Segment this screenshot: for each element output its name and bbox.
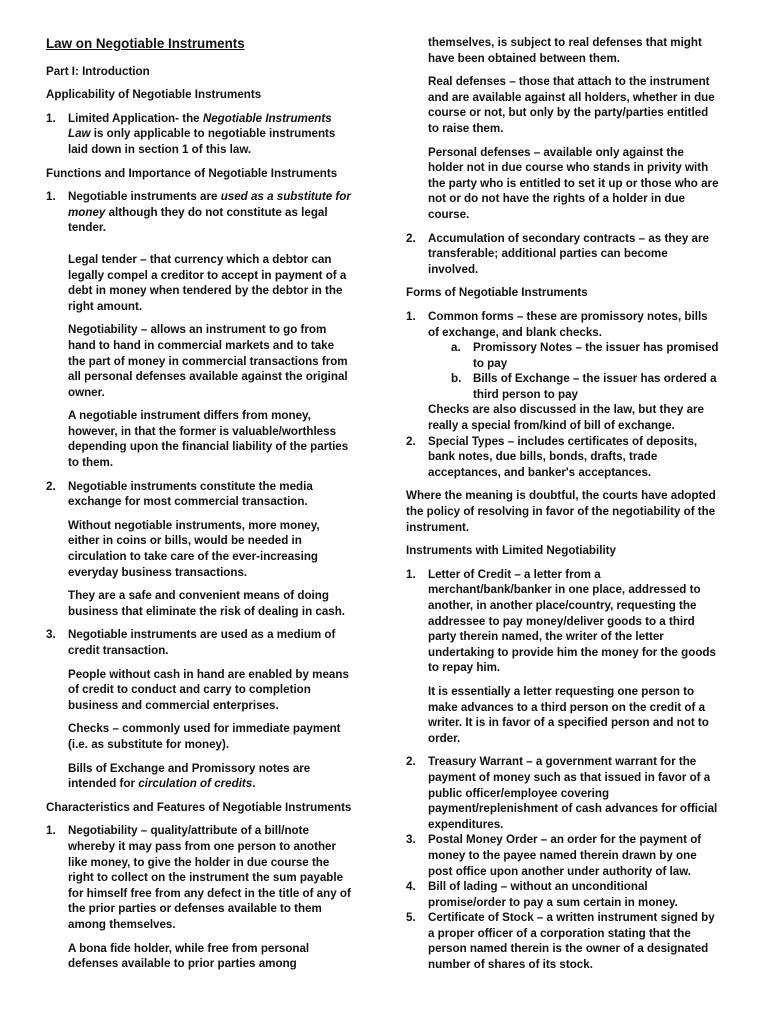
subitem-label: Promissory Notes: [473, 341, 573, 355]
functions-item-2: [46, 479, 352, 510]
functions-item-3: [46, 627, 352, 658]
item-number: 1.: [406, 567, 416, 581]
document-title: Law on Negotiable Instruments: [46, 36, 245, 51]
subitem-label: Bills of Exchange: [473, 372, 570, 386]
item-text: is only applicable to negotiable instruments laid down in section 1 of this law.: [68, 127, 336, 156]
personal-defenses-label: Personal defenses: [428, 145, 531, 159]
forms-item-2: [406, 434, 720, 481]
item-number: 1.: [46, 824, 56, 838]
item-label: Postal Money Order: [428, 833, 538, 847]
limited-item-2: [406, 754, 720, 832]
item-text: – an order for the payment of money to the payee named therein drawn by one post office upon another under authority of law.: [428, 833, 702, 878]
limited-item-3: [406, 832, 720, 879]
subitem-letter: b.: [451, 372, 462, 386]
section-heading-forms: Forms of Negotiable Instruments: [406, 286, 588, 300]
continued-paragraph: themselves, is subject to real defenses that might have been obtained between them.: [428, 36, 702, 65]
item-text: – a letter from a merchant/bank/banker in one place, addressed to another, in another place/country, requesting the addressee to pay money/deliver goods to a third party therein named, the writer of the letter undertaking to provide him the money for the goods to repay him.: [428, 567, 716, 675]
item-italic: Negotiable Instruments Law: [68, 111, 332, 141]
section-heading-applicability: Applicability of Negotiable Instruments: [46, 88, 262, 102]
item-label: Bill of lading: [428, 880, 498, 894]
bills-text: Bills of Exchange and Promissory notes are intended for: [68, 761, 311, 791]
bills-paragraph: [46, 761, 352, 792]
item-number: 2.: [406, 231, 416, 245]
checks-paragraph: Checks – commonly used for immediate payment (i.e. as substitute for money).: [68, 722, 341, 751]
right-column: [406, 35, 720, 973]
real-defenses-text: – those that attach to the instrument and are available against all holders, whether in due course or not, but only by the party/parties entitled to raise them.: [428, 75, 715, 135]
item-number: 1.: [46, 111, 56, 125]
legal-tender-paragraph: Legal tender – that currency which a debtor can legally compel a creditor to accept in payment of a debt in money when tendered by the debtor in the right amount.: [68, 252, 347, 313]
item-label: Letter of Credit: [428, 567, 512, 581]
item-number: 5.: [406, 911, 416, 925]
bona-fide-paragraph: A bona fide holder, while free from personal defenses available to prior parties among: [68, 941, 310, 971]
left-column: [46, 36, 352, 980]
item-number: 1.: [46, 190, 56, 204]
item-text: Negotiable instruments constitute the media exchange for most commercial transaction.: [68, 479, 313, 509]
item-number: 3.: [46, 628, 56, 642]
item-text: – a written instrument signed by a proper officer of a corporation stating that the person named therein is the owner of a designated number of shares of its stock.: [428, 911, 715, 972]
bills-end: .: [252, 777, 256, 791]
item-text: although they do not constitute as legal tender.: [68, 205, 328, 235]
forms-subitem-a: [406, 340, 720, 371]
section-heading-characteristics: Characteristics and Features of Negotiable Instruments: [46, 800, 352, 814]
real-defenses-label: Real defenses: [428, 75, 506, 89]
functions-item-1: [46, 189, 352, 236]
section-heading-limited: Instruments with Limited Negotiability: [406, 544, 616, 558]
real-defenses-paragraph: [406, 74, 720, 136]
item-text: – these are promissory notes, bills of exchange, and blank checks.: [428, 309, 708, 339]
item-text: – includes certificates of deposits, bank notes, due bills, bonds, drafts, trade acceptances, and banker's acceptances.: [428, 434, 698, 479]
item-label: Special Types: [428, 434, 505, 448]
item-text: Limited Application- the: [68, 111, 203, 125]
item-number: 1.: [406, 309, 416, 323]
characteristics-item-2: [406, 231, 720, 278]
forms-subitem-b: [406, 371, 720, 402]
differs-paragraph: A negotiable instrument differs from money, however, in that the former is valuable/worthless depending upon the financial liability of the parties to them.: [68, 409, 349, 470]
section-heading-functions: Functions and Importance of Negotiable Instruments: [46, 166, 338, 180]
safe-paragraph: They are a safe and convenient means of doing business that eliminate the risk of dealing in cash.: [68, 589, 346, 618]
item-text: Negotiable instruments are: [68, 190, 221, 204]
item-italic: used as a substitute for money: [68, 190, 351, 219]
limited-item-4: [406, 879, 720, 910]
item-text: – quality/attribute of a bill/note whereby it may pass from one person to another like money, to give the holder in due course the right to collect on the instrument the sum payable for himself free from any defect in the title of any of the prior parties or defenses available to them among themselves.: [68, 824, 351, 931]
applicability-item-1: [46, 111, 352, 158]
limited-item-1: [406, 567, 720, 676]
item-label: Negotiability: [68, 824, 138, 838]
subitem-text: – the issuer has ordered a third person to pay: [473, 372, 717, 401]
subitem-letter: a.: [451, 341, 461, 355]
people-paragraph: People without cash in hand are enabled by means of credit to conduct and carry to completion business and commercial enterprises.: [68, 667, 349, 712]
limited-item-5: [406, 910, 720, 972]
item-text: – a government warrant for the payment of money such as that issued in favor of a public officer/employee covering payment/replenishment of cash advances for official expenditures.: [428, 755, 718, 831]
characteristics-item-1: [46, 823, 352, 932]
doubtful-paragraph: Where the meaning is doubtful, the courts have adopted the policy of resolving in favor of the negotiability of the instrument.: [406, 489, 716, 534]
forms-item-1: [406, 309, 720, 340]
item-number: 2.: [406, 755, 416, 769]
item-text: Negotiable instruments are used as a medium of credit transaction.: [68, 628, 336, 657]
bills-italic: circulation of credits: [138, 777, 253, 791]
negotiability-paragraph: Negotiability – allows an instrument to go from hand to hand in commercial markets and to take the part of money in commercial transactions from all personal defenses available against the original owner.: [68, 323, 348, 399]
personal-defenses-paragraph: [406, 145, 720, 223]
checks-note-paragraph: Checks are also discussed in the law, but they are really a special from/kind of bill of exchange.: [428, 403, 704, 433]
item-label: Accumulation of secondary contracts: [428, 231, 636, 245]
essentially-paragraph: It is essentially a letter requesting one person to make advances to a third person on the credit of a writer. It is in favor of a specified person and not to order.: [428, 684, 709, 745]
without-paragraph: Without negotiable instruments, more money, either in coins or bills, would be needed in circulation to take care of the ever-increasing everyday business transactions.: [68, 518, 320, 579]
item-label: Treasury Warrant: [428, 755, 523, 769]
subitem-text: – the issuer has promised to pay: [473, 341, 719, 370]
item-text: – without an unconditional promise/order to pay a sum certain in money.: [428, 880, 678, 909]
item-label: Certificate of Stock: [428, 911, 534, 925]
item-number: 2.: [46, 479, 56, 493]
item-number: 4.: [406, 880, 416, 894]
item-number: 3.: [406, 833, 416, 847]
item-text: – as they are transferable; additional parties can become involved.: [428, 231, 709, 276]
item-number: 2.: [406, 434, 416, 448]
part-heading: Part I: Introduction: [46, 64, 150, 78]
personal-defenses-text: – available only against the holder not in due course who stands in privity with the party who is entitled to set it up or those who are not or do not have the rights of a holder in due course.: [428, 145, 719, 221]
item-label: Common forms: [428, 309, 514, 323]
